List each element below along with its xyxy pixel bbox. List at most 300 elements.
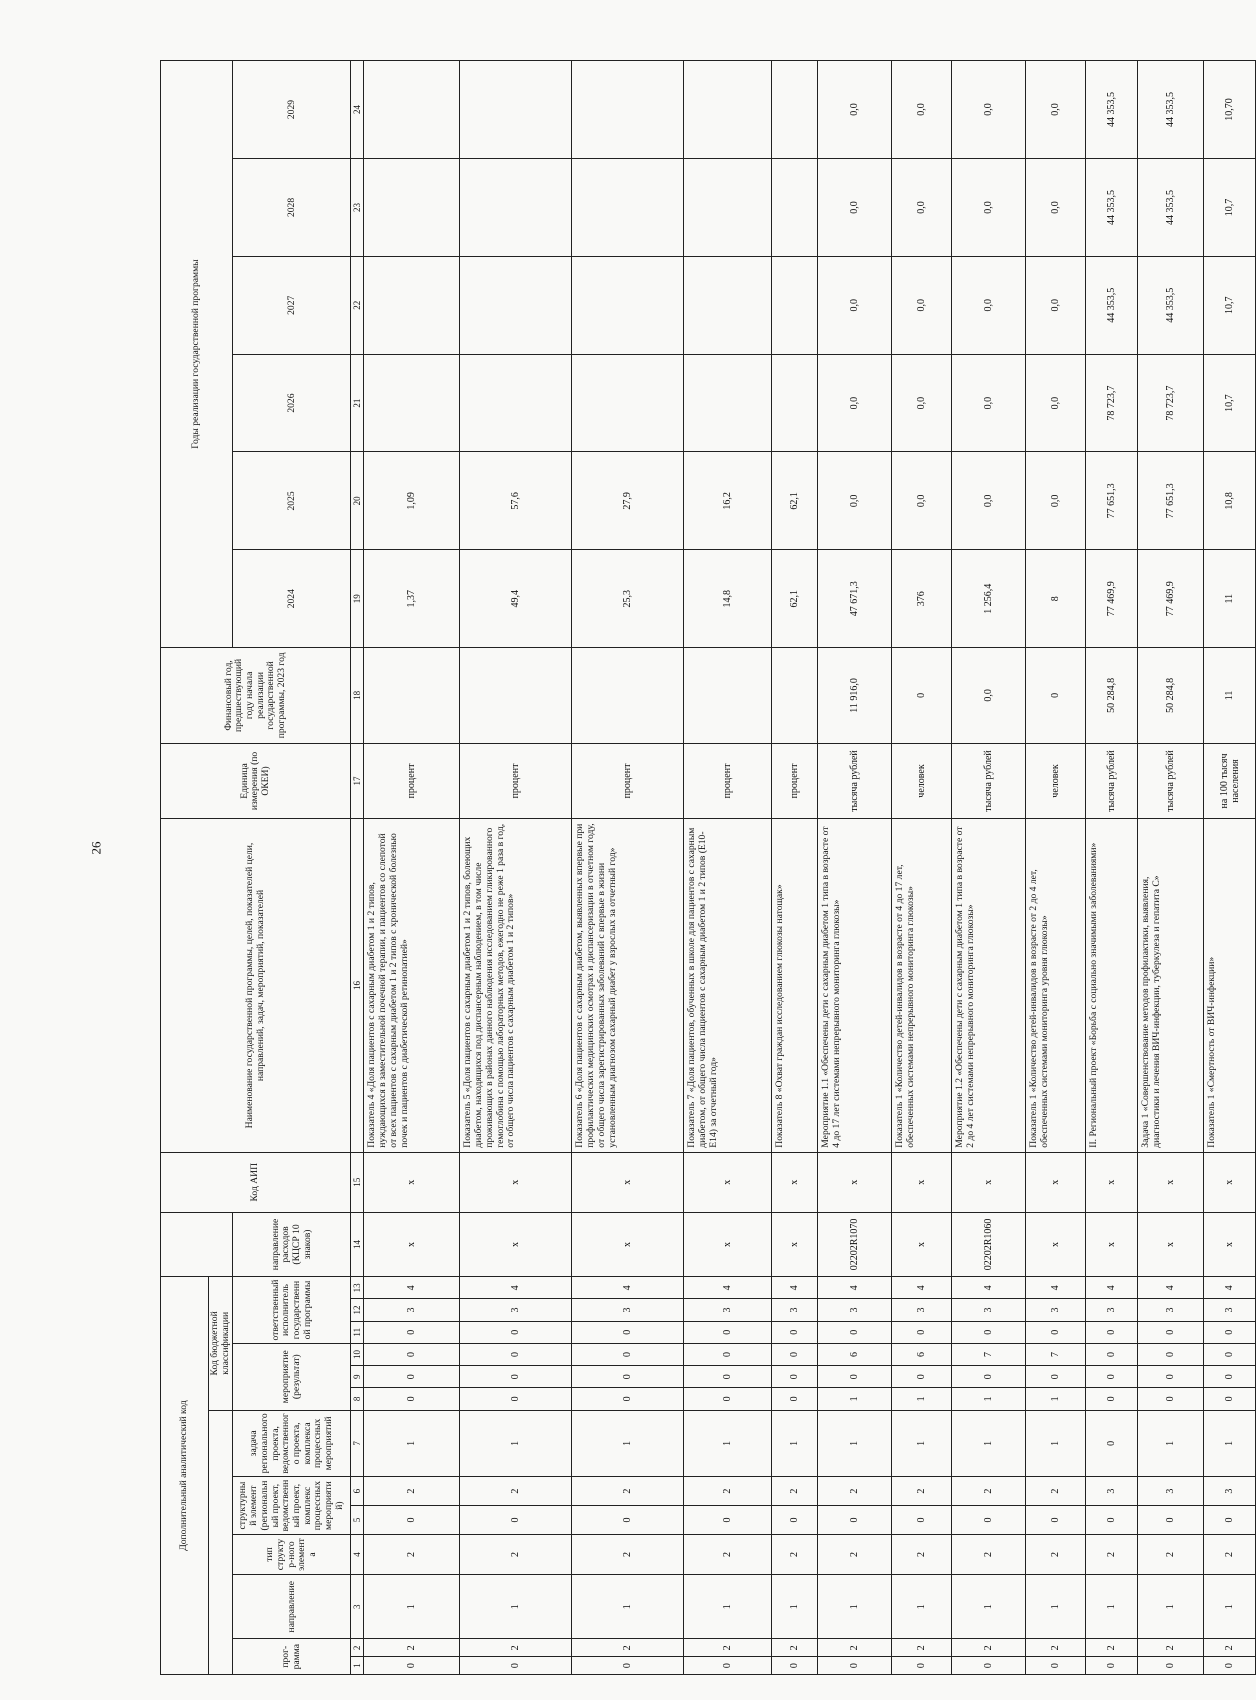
column-number: 15 (351, 1152, 364, 1212)
code-cell: 2 (684, 1639, 772, 1657)
code-cell: 0 (952, 1321, 1026, 1343)
code-cell: 0 (772, 1366, 818, 1388)
code-cell: 0 (684, 1321, 772, 1343)
year-value: 0,0 (892, 354, 952, 452)
column-number: 8 (351, 1388, 364, 1410)
aip-cell: х (1086, 1152, 1138, 1212)
year-value (772, 354, 818, 452)
row-name: Показатель 6 «Доля пациентов с сахарным диабетом, выявленных впервые при профилактических медицинских осмотрах и диспансеризации в отчетном году, от общего числа зарегистрированных заболеваний с впервые в жизни установленным диагнозом сахарный диабет у взрослых за отчетный год» (572, 819, 684, 1152)
year-value (364, 61, 460, 159)
unit-cell: процент (772, 743, 818, 819)
code-cell: 1 (818, 1574, 892, 1638)
year-value: 62,1 (772, 550, 818, 648)
header-fin-year: Финансовый год, предшествующий году начала реализации государственной программы, 2023 год (161, 648, 351, 744)
year-value: 25,3 (572, 550, 684, 648)
code-cell: 3 (1204, 1299, 1256, 1321)
code-cell: 4 (1086, 1277, 1138, 1299)
code-cell: 1 (892, 1574, 952, 1638)
kcsr-cell: х (460, 1212, 572, 1276)
row-name: Мероприятие 1.2 «Обеспечены дети с сахарным диабетом 1 типа в возрасте от 2 до 4 лет системами непрерывного мониторинга глюкозы» (952, 819, 1026, 1152)
year-value (460, 61, 572, 159)
code-cell: 1 (364, 1574, 460, 1638)
aip-cell: х (1204, 1152, 1256, 1212)
header-task: задача регионального проекта, ведомственного проекта, комплекса процессных мероприятий (233, 1410, 351, 1477)
code-cell: 2 (684, 1534, 772, 1574)
year-value: 44 353,5 (1086, 159, 1138, 257)
unit-cell: человек (1026, 743, 1086, 819)
code-cell: 1 (772, 1574, 818, 1638)
code-cell: 7 (1026, 1343, 1086, 1365)
code-cell: 0 (1026, 1321, 1086, 1343)
year-value: 44 353,5 (1138, 61, 1204, 159)
header-responsible: ответственный исполнитель государственной программы (233, 1277, 351, 1344)
code-cell: 0 (572, 1343, 684, 1365)
base-year-value: 11 (1204, 648, 1256, 744)
code-cell: 0 (364, 1366, 460, 1388)
code-cell: 1 (364, 1410, 460, 1477)
code-cell: 0 (1086, 1388, 1138, 1410)
code-cell: 0 (1086, 1343, 1138, 1365)
year-value: 0,0 (1026, 256, 1086, 354)
code-cell: 0 (1204, 1388, 1256, 1410)
code-cell: 1 (772, 1410, 818, 1477)
base-year-value (460, 648, 572, 744)
code-cell: 1 (684, 1574, 772, 1638)
code-cell: 2 (364, 1534, 460, 1574)
code-cell: 2 (572, 1477, 684, 1506)
page-number: 26 (88, 841, 104, 855)
code-cell: 6 (818, 1343, 892, 1365)
kcsr-cell: х (772, 1212, 818, 1276)
header-direction: направление (233, 1574, 351, 1638)
code-cell: 4 (364, 1277, 460, 1299)
code-cell: 0 (1086, 1506, 1138, 1535)
year-value: 0,0 (952, 452, 1026, 550)
code-cell: 3 (952, 1299, 1026, 1321)
code-cell: 0 (572, 1366, 684, 1388)
code-cell: 2 (1138, 1534, 1204, 1574)
header-budget-code: Код бюджетной классификации (209, 1277, 233, 1410)
row-name: Показатель 1 «Смертность от ВИЧ-инфекции» (1204, 819, 1256, 1152)
code-cell: 2 (952, 1639, 1026, 1657)
year-value (772, 61, 818, 159)
code-cell: 4 (952, 1277, 1026, 1299)
code-cell: 3 (1138, 1477, 1204, 1506)
column-number: 7 (351, 1410, 364, 1477)
code-cell: 0 (1204, 1343, 1256, 1365)
unit-cell: процент (460, 743, 572, 819)
code-cell: 2 (952, 1477, 1026, 1506)
code-cell: 4 (684, 1277, 772, 1299)
year-value: 10,7 (1204, 256, 1256, 354)
code-cell: 0 (952, 1366, 1026, 1388)
year-value: 0,0 (892, 159, 952, 257)
table-row (684, 61, 772, 1675)
column-number: 5 (351, 1506, 364, 1535)
code-cell: 0 (1204, 1506, 1256, 1535)
code-cell: 0 (572, 1657, 684, 1675)
header-year-2029: 2029 (233, 61, 351, 159)
table-row (952, 61, 1026, 1675)
column-number: 24 (351, 61, 364, 159)
column-number: 23 (351, 159, 364, 257)
code-cell: 0 (772, 1388, 818, 1410)
code-cell: 1 (952, 1410, 1026, 1477)
code-cell: 2 (818, 1639, 892, 1657)
code-cell: 0 (772, 1657, 818, 1675)
code-cell: 3 (1026, 1299, 1086, 1321)
code-cell: 2 (1086, 1534, 1138, 1574)
year-value: 78 723,7 (1138, 354, 1204, 452)
code-cell: 0 (460, 1506, 572, 1535)
header-additional-code-sub (209, 1410, 233, 1674)
year-value (460, 354, 572, 452)
aip-cell: х (364, 1152, 460, 1212)
header-unit: Единица измерения (по ОКЕИ) (161, 743, 351, 819)
column-number: 2 (351, 1639, 364, 1657)
code-cell: 4 (572, 1277, 684, 1299)
year-value: 10,7 (1204, 159, 1256, 257)
year-value: 44 353,5 (1138, 159, 1204, 257)
year-value: 11 (1204, 550, 1256, 648)
code-cell: 2 (772, 1477, 818, 1506)
column-number: 17 (351, 743, 364, 819)
code-cell: 2 (460, 1477, 572, 1506)
code-cell: 2 (772, 1639, 818, 1657)
code-cell: 2 (1026, 1477, 1086, 1506)
table-row (1026, 61, 1086, 1675)
year-value: 27,9 (572, 452, 684, 550)
header-expense-direction: направление расходов (КЦСР 10 знаков) (233, 1212, 351, 1276)
base-year-value (772, 648, 818, 744)
year-value: 0,0 (892, 452, 952, 550)
table-row (1086, 61, 1138, 1675)
table-row (572, 61, 684, 1675)
column-number: 19 (351, 550, 364, 648)
code-cell: 0 (772, 1343, 818, 1365)
code-cell: 1 (572, 1410, 684, 1477)
code-cell: 0 (364, 1343, 460, 1365)
code-cell: 1 (892, 1410, 952, 1477)
code-cell: 1 (1138, 1410, 1204, 1477)
base-year-value (684, 648, 772, 744)
header-year-2024: 2024 (233, 550, 351, 648)
code-cell: 0 (1204, 1321, 1256, 1343)
year-value: 57,6 (460, 452, 572, 550)
code-cell: 1 (1026, 1388, 1086, 1410)
code-cell: 0 (892, 1657, 952, 1675)
column-number-row (351, 61, 364, 1675)
year-value: 0,0 (952, 256, 1026, 354)
column-number: 6 (351, 1477, 364, 1506)
code-cell: 1 (1138, 1574, 1204, 1638)
year-value: 0,0 (1026, 61, 1086, 159)
code-cell: 0 (772, 1321, 818, 1343)
unit-cell: тысяча рублей (952, 743, 1026, 819)
column-number: 10 (351, 1343, 364, 1365)
year-value (460, 159, 572, 257)
aip-cell: х (460, 1152, 572, 1212)
base-year-value: 11 916,0 (818, 648, 892, 744)
code-cell: 2 (1204, 1639, 1256, 1657)
header-year-2025: 2025 (233, 452, 351, 550)
code-cell: 4 (1204, 1277, 1256, 1299)
column-number: 14 (351, 1212, 364, 1276)
column-number: 4 (351, 1534, 364, 1574)
unit-cell: процент (684, 743, 772, 819)
code-cell: 0 (1138, 1366, 1204, 1388)
code-cell: 0 (1026, 1366, 1086, 1388)
year-value: 0,0 (818, 159, 892, 257)
code-cell: 0 (1086, 1410, 1138, 1477)
unit-cell: процент (572, 743, 684, 819)
code-cell: 0 (572, 1321, 684, 1343)
year-value (684, 61, 772, 159)
column-number: 13 (351, 1277, 364, 1299)
aip-cell: х (1138, 1152, 1204, 1212)
base-year-value: 50 284,8 (1086, 648, 1138, 744)
row-name: Показатель 8 «Охват граждан исследованием глюкозы натощак» (772, 819, 818, 1152)
code-cell: 0 (460, 1321, 572, 1343)
kcsr-cell: х (1204, 1212, 1256, 1276)
row-name: Задача 1 «Совершенствование методов профилактики, выявления, диагностики и лечения ВИЧ-инфекции, туберкулеза и гепатита С» (1138, 819, 1204, 1152)
column-number: 12 (351, 1299, 364, 1321)
code-cell: 0 (1138, 1388, 1204, 1410)
code-cell: 2 (572, 1639, 684, 1657)
code-cell: 1 (460, 1410, 572, 1477)
kcsr-cell: 02202R1070 (818, 1212, 892, 1276)
column-number: 18 (351, 648, 364, 744)
year-value: 0,0 (818, 354, 892, 452)
year-value (572, 354, 684, 452)
year-value: 10,70 (1204, 61, 1256, 159)
code-cell: 0 (818, 1506, 892, 1535)
code-cell: 0 (1086, 1321, 1138, 1343)
code-cell: 4 (818, 1277, 892, 1299)
base-year-value: 0 (1026, 648, 1086, 744)
code-cell: 0 (772, 1506, 818, 1535)
year-value (572, 159, 684, 257)
unit-cell: тысяча рублей (818, 743, 892, 819)
year-value: 78 723,7 (1086, 354, 1138, 452)
year-value: 10,8 (1204, 452, 1256, 550)
aip-cell: х (818, 1152, 892, 1212)
year-value: 0,0 (952, 354, 1026, 452)
year-value: 77 469,9 (1086, 550, 1138, 648)
year-value (772, 256, 818, 354)
table-row (460, 61, 572, 1675)
table-row (892, 61, 952, 1675)
header-years-title: Годы реализации государственной программы (161, 61, 233, 648)
column-number: 11 (351, 1321, 364, 1343)
header-name: Наименование государственной программы, целей, показателей цели, направлений, задач, мероприятий, показателей (161, 819, 351, 1152)
code-cell: 0 (364, 1321, 460, 1343)
code-cell: 3 (1204, 1477, 1256, 1506)
year-value: 1,09 (364, 452, 460, 550)
year-value: 0,0 (818, 61, 892, 159)
year-value: 49,4 (460, 550, 572, 648)
year-value: 1 256,4 (952, 550, 1026, 648)
year-value: 77 651,3 (1138, 452, 1204, 550)
code-cell: 0 (892, 1366, 952, 1388)
code-cell: 0 (1204, 1657, 1256, 1675)
code-cell: 0 (684, 1343, 772, 1365)
year-value: 0,0 (818, 256, 892, 354)
header-aip-code: Код АИП (161, 1152, 351, 1212)
code-cell: 0 (684, 1366, 772, 1388)
year-value: 8 (1026, 550, 1086, 648)
code-cell: 6 (892, 1343, 952, 1365)
year-value: 0,0 (818, 452, 892, 550)
header-budget-class-placeholder (161, 1212, 233, 1276)
year-value: 77 469,9 (1138, 550, 1204, 648)
code-cell: 2 (1026, 1534, 1086, 1574)
code-cell: 0 (364, 1657, 460, 1675)
aip-cell: х (952, 1152, 1026, 1212)
code-cell: 2 (364, 1639, 460, 1657)
unit-cell: тысяча рублей (1138, 743, 1204, 819)
code-cell: 0 (684, 1506, 772, 1535)
column-number: 22 (351, 256, 364, 354)
year-value: 0,0 (892, 256, 952, 354)
code-cell: 3 (684, 1299, 772, 1321)
aip-cell: х (1026, 1152, 1086, 1212)
code-cell: 2 (892, 1534, 952, 1574)
code-cell: 0 (1138, 1657, 1204, 1675)
code-cell: 3 (364, 1299, 460, 1321)
code-cell: 4 (772, 1277, 818, 1299)
column-number: 9 (351, 1366, 364, 1388)
year-value: 0,0 (1026, 159, 1086, 257)
code-cell: 2 (1138, 1639, 1204, 1657)
base-year-value: 0 (892, 648, 952, 744)
code-cell: 3 (1138, 1299, 1204, 1321)
header-program: прог-рамма (233, 1639, 351, 1675)
budget-program-table (160, 60, 1256, 1675)
code-cell: 2 (364, 1477, 460, 1506)
table-row (772, 61, 818, 1675)
code-cell: 0 (1026, 1657, 1086, 1675)
row-name: II. Региональный проект «Борьба с социально значимыми заболеваниями» (1086, 819, 1138, 1152)
code-cell: 0 (1204, 1366, 1256, 1388)
header-year-2027: 2027 (233, 256, 351, 354)
year-value: 0,0 (1026, 452, 1086, 550)
unit-cell: человек (892, 743, 952, 819)
column-number: 20 (351, 452, 364, 550)
year-value: 0,0 (952, 159, 1026, 257)
table-row (1204, 61, 1256, 1675)
code-cell: 0 (892, 1321, 952, 1343)
table-body (364, 61, 1256, 1675)
code-cell: 0 (460, 1388, 572, 1410)
code-cell: 0 (1138, 1506, 1204, 1535)
year-value: 0,0 (952, 61, 1026, 159)
year-value (684, 256, 772, 354)
code-cell: 2 (952, 1534, 1026, 1574)
code-cell: 0 (818, 1366, 892, 1388)
kcsr-cell: х (892, 1212, 952, 1276)
code-cell: 1 (818, 1388, 892, 1410)
column-number: 1 (351, 1657, 364, 1675)
column-number: 16 (351, 819, 364, 1152)
code-cell: 4 (1026, 1277, 1086, 1299)
year-value: 10,7 (1204, 354, 1256, 452)
code-cell: 1 (684, 1410, 772, 1477)
year-value: 77 651,3 (1086, 452, 1138, 550)
year-value (572, 256, 684, 354)
code-cell: 1 (952, 1574, 1026, 1638)
base-year-value (572, 648, 684, 744)
code-cell: 0 (818, 1321, 892, 1343)
row-name: Мероприятие 1.1 «Обеспечены дети с сахарным диабетом 1 типа в возрасте от 4 до 17 лет системами непрерывного мониторинга глюкозы» (818, 819, 892, 1152)
code-cell: 1 (572, 1574, 684, 1638)
kcsr-cell: х (684, 1212, 772, 1276)
column-number: 21 (351, 354, 364, 452)
code-cell: 0 (1086, 1657, 1138, 1675)
year-value: 47 671,3 (818, 550, 892, 648)
kcsr-cell: х (1138, 1212, 1204, 1276)
code-cell: 4 (1138, 1277, 1204, 1299)
code-cell: 1 (818, 1410, 892, 1477)
header-type-structural: тип структур-ного элемента (233, 1534, 351, 1574)
code-cell: 2 (818, 1534, 892, 1574)
code-cell: 2 (892, 1639, 952, 1657)
code-cell: 1 (1204, 1574, 1256, 1638)
code-cell: 1 (1026, 1410, 1086, 1477)
code-cell: 2 (772, 1534, 818, 1574)
year-value: 44 353,5 (1086, 256, 1138, 354)
year-value: 376 (892, 550, 952, 648)
base-year-value: 50 284,8 (1138, 648, 1204, 744)
code-cell: 0 (364, 1388, 460, 1410)
header-year-2028: 2028 (233, 159, 351, 257)
code-cell: 1 (460, 1574, 572, 1638)
code-cell: 2 (572, 1534, 684, 1574)
table-row (1138, 61, 1204, 1675)
code-cell: 1 (1204, 1410, 1256, 1477)
header-additional-code: Дополнительный аналитический код (161, 1277, 209, 1675)
code-cell: 4 (892, 1277, 952, 1299)
code-cell: 0 (460, 1343, 572, 1365)
unit-cell: процент (364, 743, 460, 819)
code-cell: 2 (892, 1477, 952, 1506)
aip-cell: х (572, 1152, 684, 1212)
year-value (364, 354, 460, 452)
aip-cell: х (684, 1152, 772, 1212)
aip-cell: х (892, 1152, 952, 1212)
unit-cell: на 100 тысяч населения (1204, 743, 1256, 819)
code-cell: 0 (818, 1657, 892, 1675)
code-cell: 2 (684, 1477, 772, 1506)
code-cell: 2 (1086, 1639, 1138, 1657)
column-number: 3 (351, 1574, 364, 1638)
year-value: 44 353,5 (1138, 256, 1204, 354)
code-cell: 1 (1026, 1574, 1086, 1638)
year-value: 62,1 (772, 452, 818, 550)
code-cell: 0 (572, 1506, 684, 1535)
code-cell: 3 (1086, 1477, 1138, 1506)
kcsr-cell: х (364, 1212, 460, 1276)
table-row (364, 61, 460, 1675)
code-cell: 2 (460, 1639, 572, 1657)
unit-cell: тысяча рублей (1086, 743, 1138, 819)
kcsr-cell: х (572, 1212, 684, 1276)
code-cell: 2 (818, 1477, 892, 1506)
year-value: 14,8 (684, 550, 772, 648)
rotated-table-container (160, 60, 1241, 1675)
year-value (364, 159, 460, 257)
code-cell: 0 (892, 1506, 952, 1535)
